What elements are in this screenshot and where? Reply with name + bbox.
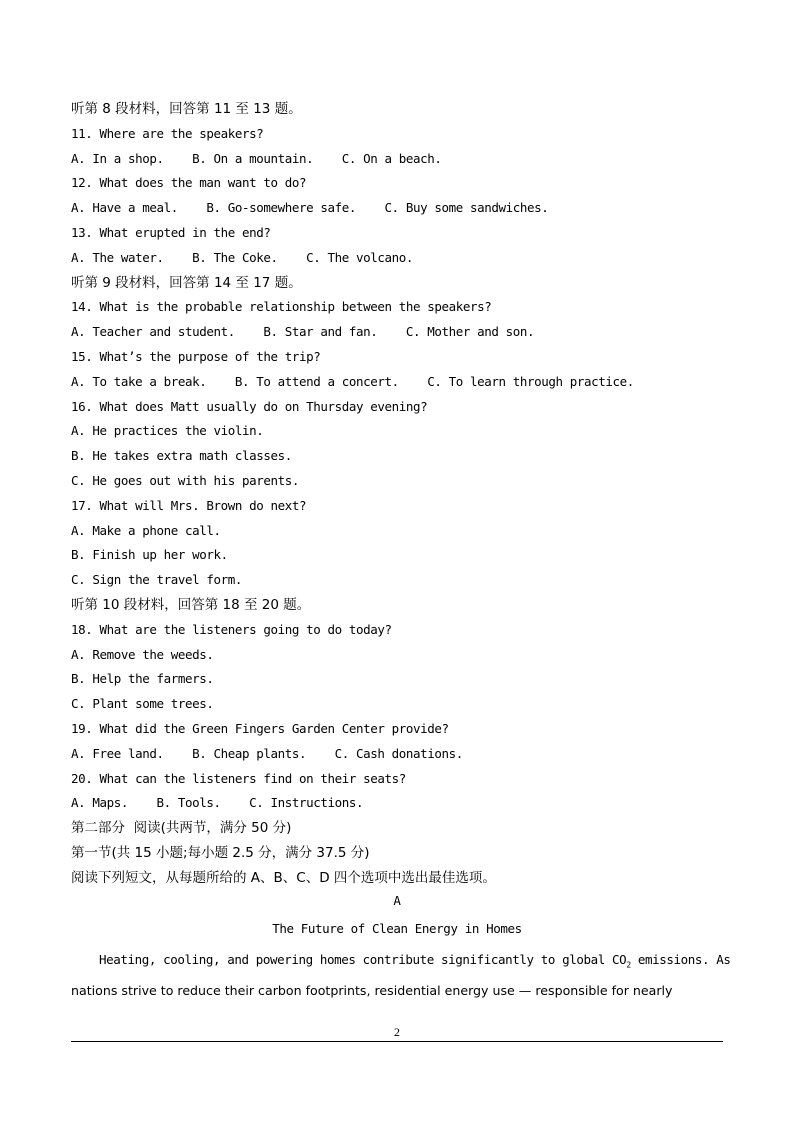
answer-options: A. Make a phone call. bbox=[71, 523, 221, 538]
passage-paragraph-line bbox=[71, 952, 731, 974]
answer-options: A. The water. B. The Coke. C. The volcano. bbox=[71, 250, 414, 265]
answer-options: A. Teacher and student. B. Star and fan. C. Mother and son. bbox=[71, 324, 535, 339]
answer-options: C. Plant some trees. bbox=[71, 696, 214, 711]
section-heading: 听第 8 段材料，回答第 11 至 13 题。 bbox=[71, 101, 302, 117]
question-text: 12. What does the man want to do? bbox=[71, 175, 307, 190]
passage-text: Heating, cooling, and powering homes contribute significantly to global CO bbox=[99, 952, 627, 967]
question-text: 11. Where are the speakers? bbox=[71, 126, 264, 141]
section-heading: 第一节(共 15 小题;每小题 2.5 分，满分 37.5 分) bbox=[71, 845, 370, 861]
section-heading: 听第 10 段材料，回答第 18 至 20 题。 bbox=[71, 597, 311, 613]
passage-letter: A bbox=[393, 893, 401, 908]
question-text: 16. What does Matt usually do on Thursday evening? bbox=[71, 399, 428, 414]
question-text: 15. What’s the purpose of the trip? bbox=[71, 349, 321, 364]
passage-text: emissions. As bbox=[630, 952, 731, 967]
answer-options: B. Help the farmers. bbox=[71, 671, 214, 686]
page-number: 2 bbox=[394, 1025, 400, 1039]
question-text: 17. What will Mrs. Brown do next? bbox=[71, 498, 307, 513]
section-heading: 第二部分 阅读(共两节，满分 50 分) bbox=[71, 820, 292, 836]
passage-paragraph-line: nations strive to reduce their carbon footprints, residential energy use — responsible for nearly bbox=[71, 983, 673, 998]
subscript-2: 2 bbox=[626, 960, 631, 970]
question-text: 19. What did the Green Fingers Garden Center provide? bbox=[71, 721, 449, 736]
answer-options: A. Free land. B. Cheap plants. C. Cash donations. bbox=[71, 746, 463, 761]
answer-options: A. Have a meal. B. Go-somewhere safe. C. Buy some sandwiches. bbox=[71, 200, 549, 215]
passage-title: The Future of Clean Energy in Homes bbox=[272, 921, 522, 936]
answer-options: B. Finish up her work. bbox=[71, 547, 228, 562]
question-text: 18. What are the listeners going to do today? bbox=[71, 622, 392, 637]
question-text: 20. What can the listeners find on their seats? bbox=[71, 771, 406, 786]
answer-options: C. He goes out with his parents. bbox=[71, 473, 300, 488]
answer-options: A. Remove the weeds. bbox=[71, 647, 214, 662]
question-text: 13. What erupted in the end? bbox=[71, 225, 271, 240]
answer-options: A. Maps. B. Tools. C. Instructions. bbox=[71, 795, 364, 810]
answer-options: A. To take a break. B. To attend a concert. C. To learn through practice. bbox=[71, 374, 634, 389]
question-text: 14. What is the probable relationship between the speakers? bbox=[71, 299, 492, 314]
answer-options: C. Sign the travel form. bbox=[71, 572, 243, 587]
footer-divider bbox=[71, 1041, 723, 1042]
section-heading: 听第 9 段材料，回答第 14 至 17 题。 bbox=[71, 275, 302, 291]
answer-options: A. In a shop. B. On a mountain. C. On a beach. bbox=[71, 151, 442, 166]
section-heading: 阅读下列短文，从每题所给的 A、B、C、D 四个选项中选出最佳选项。 bbox=[71, 870, 496, 886]
answer-options: B. He takes extra math classes. bbox=[71, 448, 292, 463]
answer-options: A. He practices the violin. bbox=[71, 423, 264, 438]
